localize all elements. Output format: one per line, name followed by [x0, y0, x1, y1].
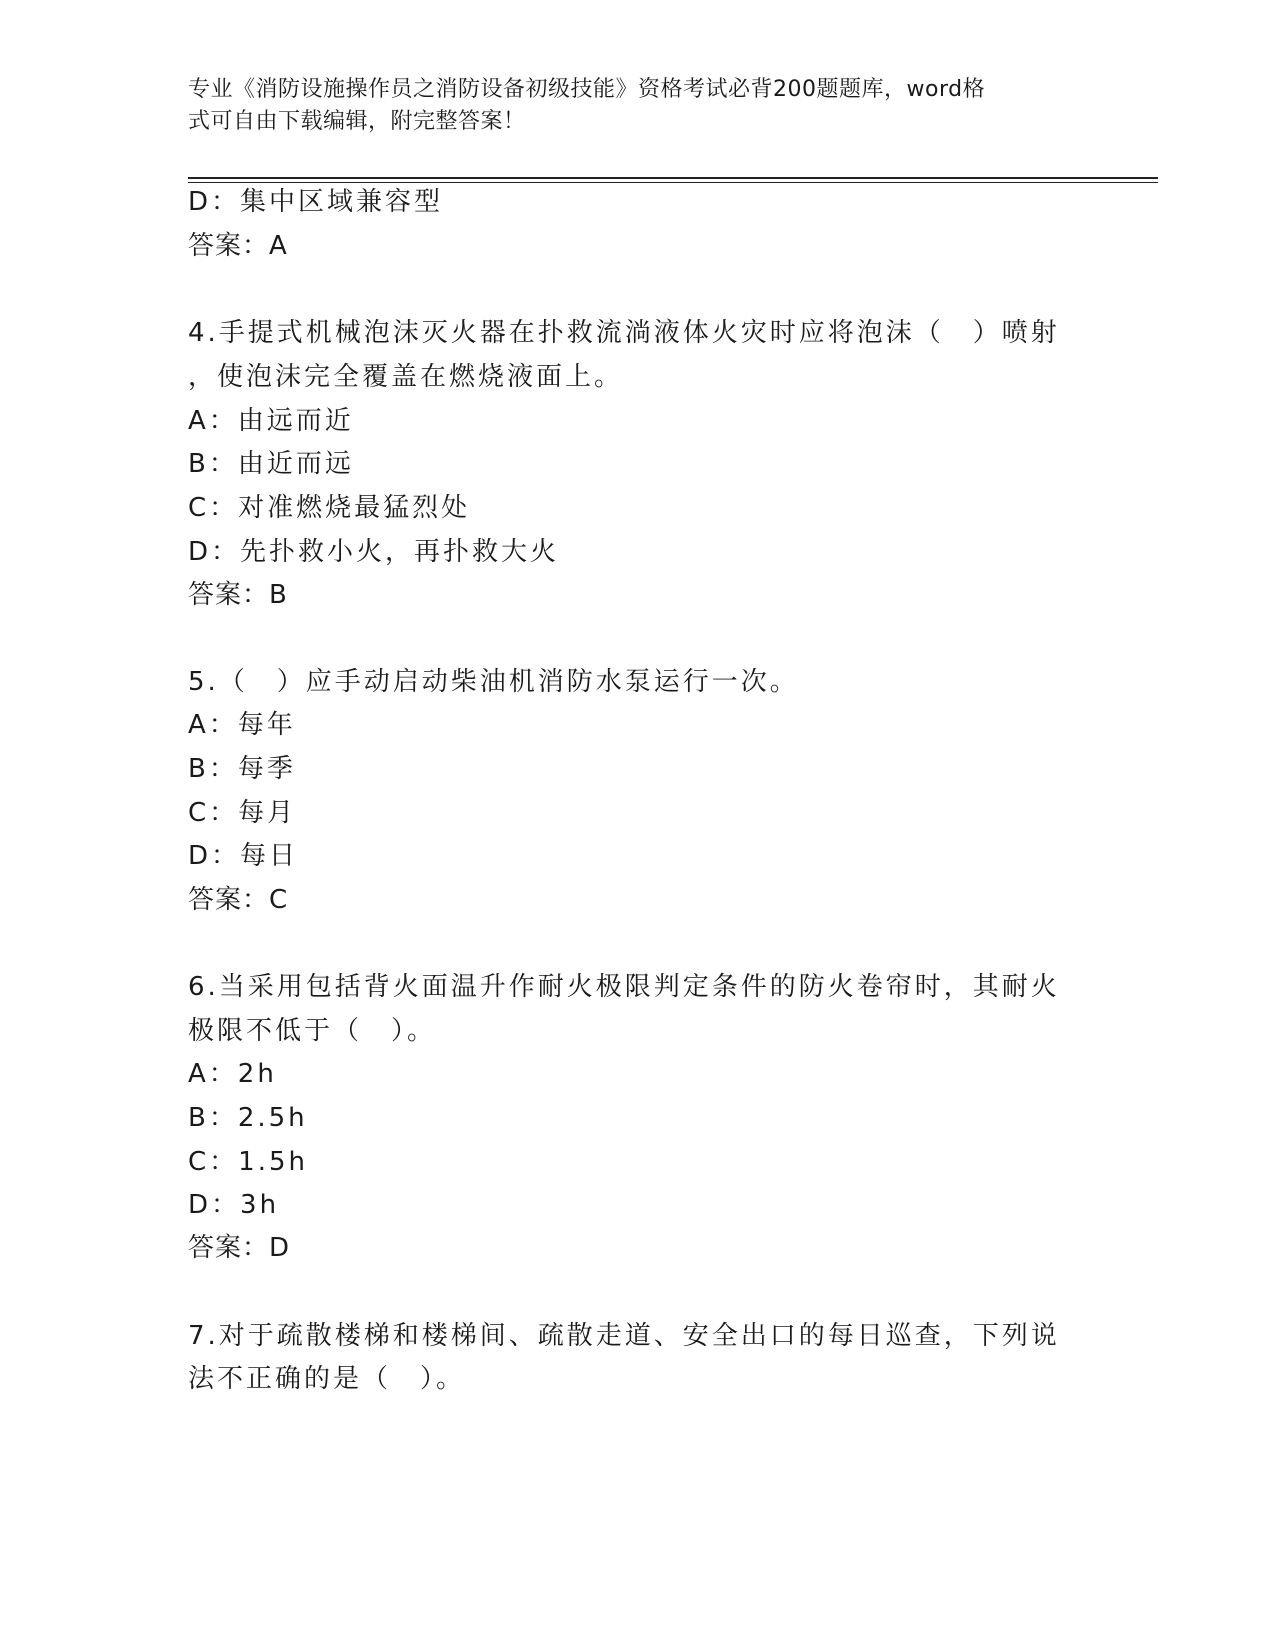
- q5-option-a: A：每年: [188, 710, 296, 740]
- q7-stem-line-1: 7.对于疏散楼梯和楼梯间、疏散走道、安全出口的每日巡查，下列说: [188, 1321, 1060, 1351]
- q3-option-d: D：集中区域兼容型: [188, 187, 444, 217]
- q4-option-d: D：先扑救小火，再扑救大火: [188, 537, 560, 567]
- q4-option-c: C：对准燃烧最猛烈处: [188, 493, 471, 523]
- q4-stem-line-2: ，使泡沫完全覆盖在燃烧液面上。: [188, 362, 624, 392]
- header-line-1: 专业《消防设施操作员之消防设备初级技能》资格考试必背200题题库，word格: [188, 77, 986, 102]
- q5-option-c: C：每月: [188, 798, 297, 828]
- q7-stem-line-2: 法不正确的是（ ）。: [188, 1364, 466, 1394]
- q6-answer: 答案：D: [188, 1233, 291, 1263]
- q6-option-d: D：3h: [188, 1190, 280, 1220]
- q6-option-a: A：2h: [188, 1059, 277, 1089]
- q4-option-b: B：由近而远: [188, 449, 354, 479]
- header-divider-thick: [188, 177, 1158, 179]
- q6-option-c: C：1.5h: [188, 1147, 308, 1177]
- q5-stem-line-1: 5.（ ）应手动启动柴油机消防水泵运行一次。: [188, 667, 799, 697]
- q3-answer: 答案：A: [188, 231, 288, 261]
- q4-option-a: A：由远而近: [188, 406, 354, 436]
- q5-option-d: D：每日: [188, 841, 299, 871]
- q6-stem-line-1: 6.当采用包括背火面温升作耐火极限判定条件的防火卷帘时，其耐火: [188, 972, 1060, 1002]
- q5-option-b: B：每季: [188, 754, 296, 784]
- q4-answer: 答案：B: [188, 580, 288, 610]
- q4-stem-line-1: 4.手提式机械泡沫灭火器在扑救流淌液体火灾时应将泡沫（ ）喷射: [188, 318, 1060, 348]
- q6-option-b: B：2.5h: [188, 1103, 308, 1133]
- header-divider-thin: [188, 182, 1158, 183]
- q5-answer: 答案：C: [188, 885, 289, 915]
- q6-stem-line-2: 极限不低于（ ）。: [188, 1016, 437, 1046]
- document-header: [188, 74, 1088, 138]
- header-line-2: 式可自由下载编辑，附完整答案！: [188, 109, 526, 134]
